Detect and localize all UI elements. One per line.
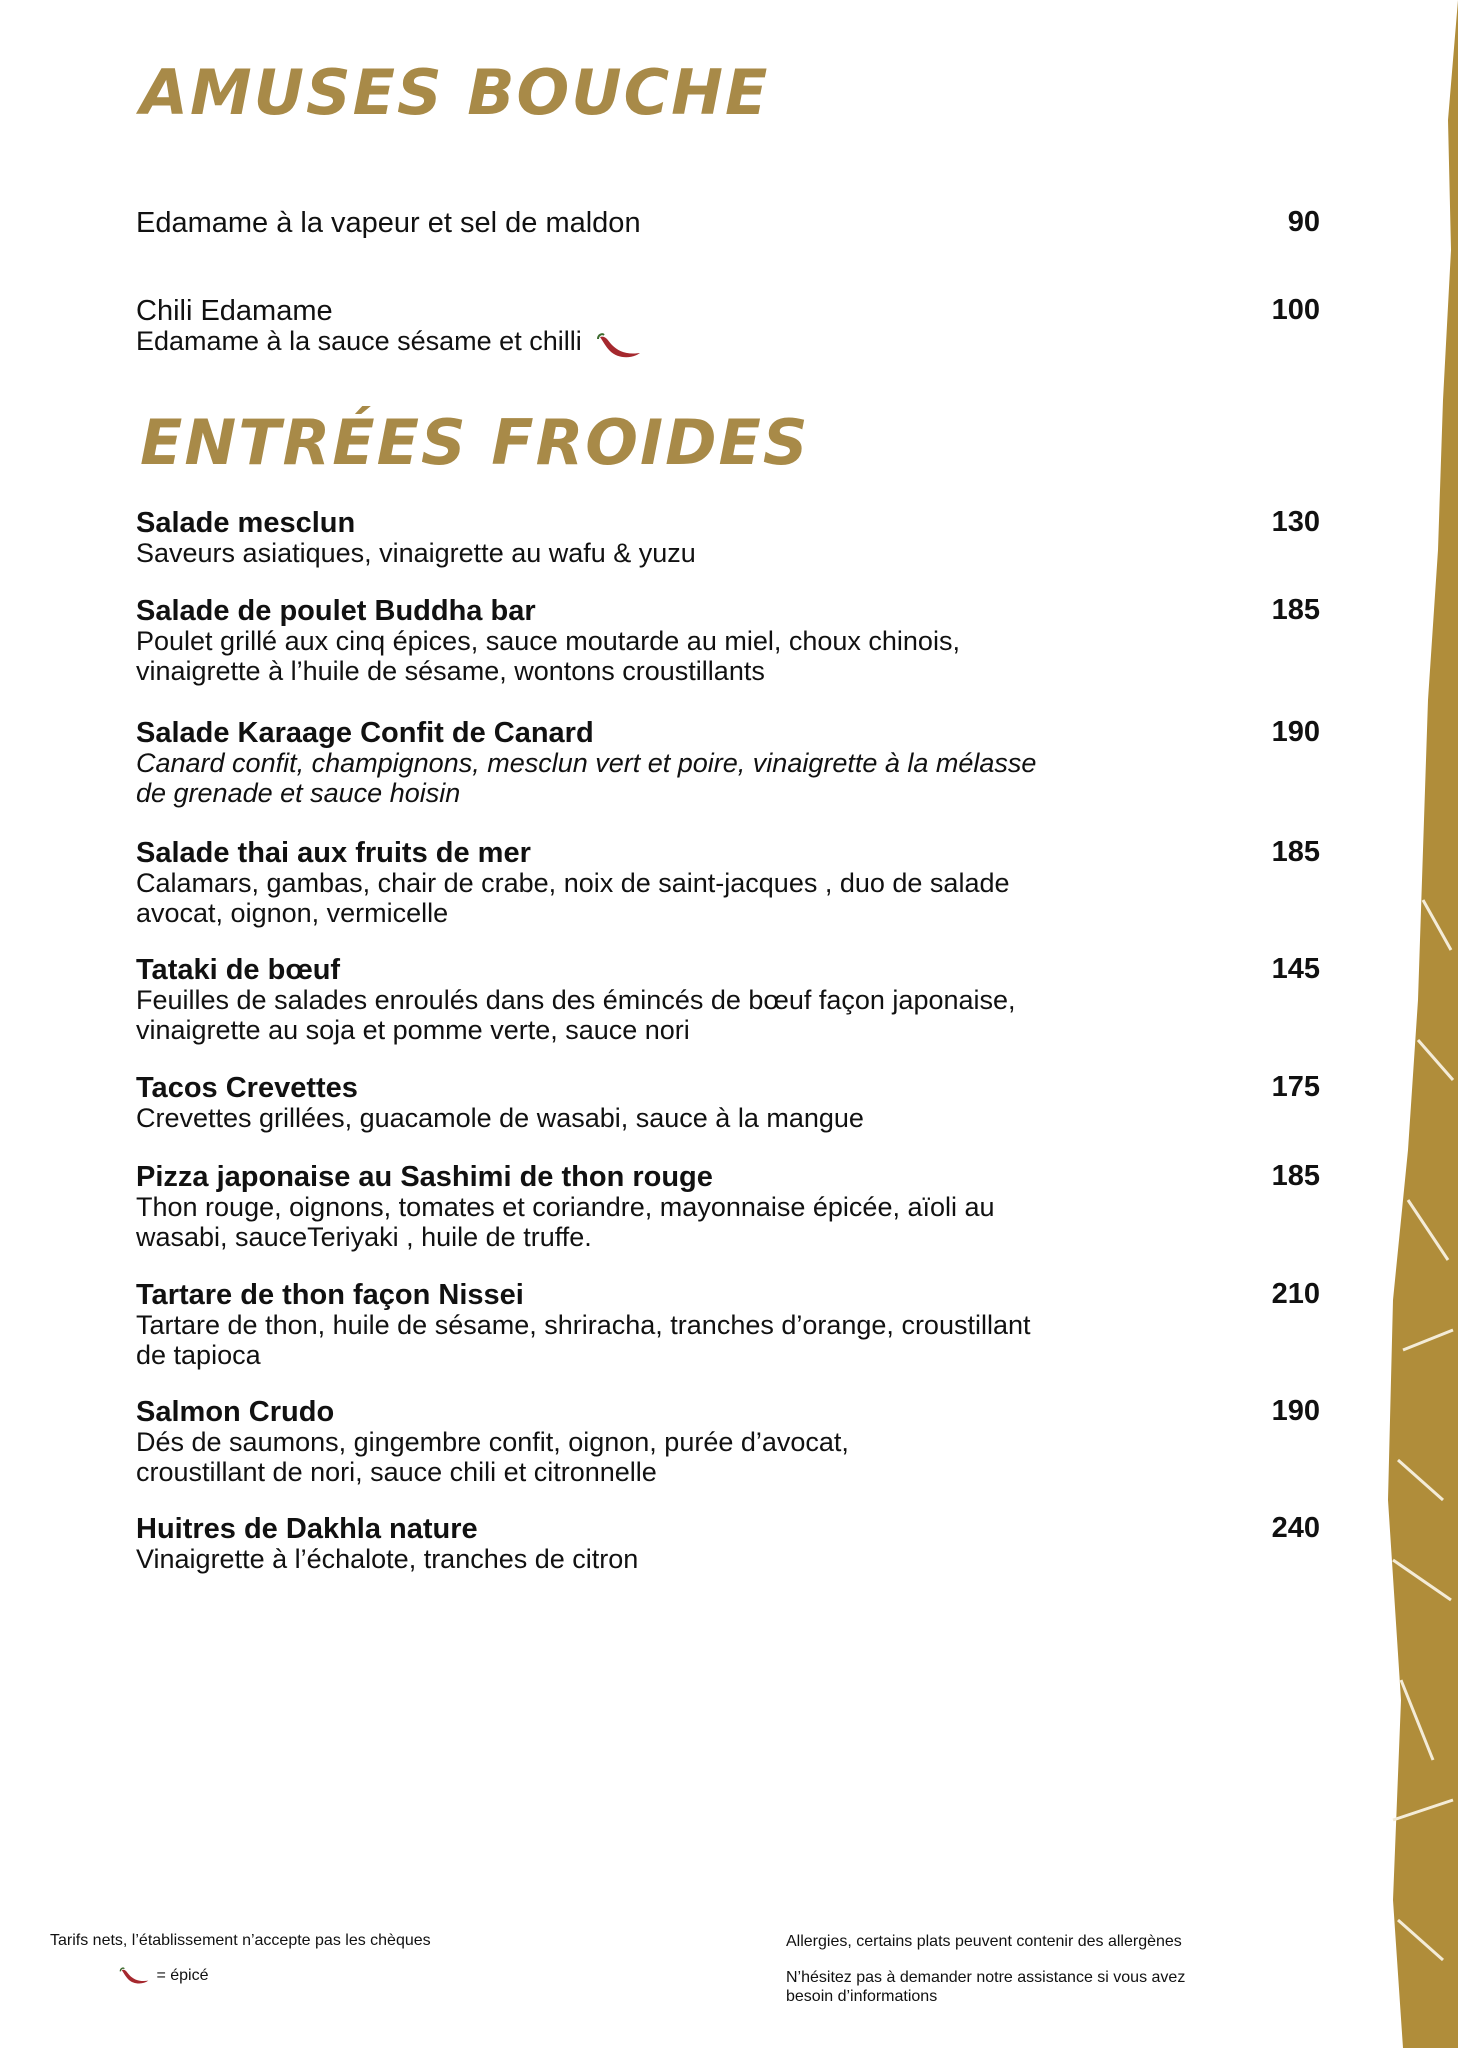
item-name: Edamame à la vapeur et sel de maldon [136,207,641,239]
item-name: Chili Edamame [136,295,333,327]
item-price: 100 [1271,294,1320,326]
item-name: Tartare de thon façon Nissei [136,1279,524,1311]
item-description: Calamars, gambas, chair de crabe, noix de saint-jacques , duo de salade avocat, oignon, vermicelle [136,868,1010,928]
menu-item [136,296,1320,361]
footer-allergy-note: Allergies, certains plats peuvent contenir des allergènes [786,1933,1182,1950]
item-price: 185 [1271,836,1320,868]
menu-item [136,1162,1320,1252]
item-price: 185 [1271,594,1320,626]
item-price: 190 [1271,1395,1320,1427]
menu-item [136,955,1320,1045]
item-name: Pizza japonaise au Sashimi de thon rouge [136,1161,713,1193]
menu-item [136,596,1320,686]
footer-assistance-note: N’hésitez pas à demander notre assistance si vous avez besoin d’informations [786,1969,1186,2005]
item-name: Salade Karaage Confit de Canard [136,717,594,749]
item-name: Salade de poulet Buddha bar [136,595,536,627]
menu-item [136,208,1320,238]
item-name: Salmon Crudo [136,1396,335,1428]
item-price: 130 [1271,506,1320,538]
menu-item [136,718,1320,808]
item-name: Salade mesclun [136,507,356,539]
menu-item [136,1514,1320,1574]
menu-item [136,838,1320,928]
item-description: Dés de saumons, gingembre confit, oignon, purée d’avocat, croustillant de nori, sauce chili et citronnelle [136,1427,849,1487]
chili-pepper-icon [596,331,644,361]
section-title-amuses-bouche: AMUSES BOUCHE [140,56,770,129]
item-description: Saveurs asiatiques, vinaigrette au wafu & yuzu [136,538,696,568]
item-price: 190 [1271,716,1320,748]
item-description: Feuilles de salades enroulés dans des émincés de bœuf façon japonaise, vinaigrette au soja et pomme verte, sauce nori [136,985,1016,1045]
item-description: Vinaigrette à l’échalote, tranches de citron [136,1544,639,1574]
chili-pepper-icon [118,1966,152,1986]
menu-item [136,1397,1320,1487]
item-description: Crevettes grillées, guacamole de wasabi, sauce à la mangue [136,1103,864,1133]
menu-item [136,1073,1320,1133]
item-name: Tataki de bœuf [136,954,341,986]
menu-item [136,1280,1320,1370]
item-name: Huitres de Dakhla nature [136,1513,478,1545]
menu-item [136,508,1320,568]
item-name: Tacos Crevettes [136,1072,358,1104]
item-name: Salade thai aux fruits de mer [136,837,531,869]
item-price: 175 [1271,1071,1320,1103]
item-price: 240 [1271,1512,1320,1544]
footer-spicy-legend [118,1966,209,1986]
spicy-legend-text: = épicé [156,1967,209,1985]
footer-payment-note: Tarifs nets, l’établissement n’accepte pas les chèques [50,1932,431,1949]
item-description: Thon rouge, oignons, tomates et coriandre, mayonnaise épicée, aïoli au wasabi, sauceTeriyaki , huile de truffe. [136,1192,995,1252]
section-title-entrees-froides: ENTRÉES FROIDES [140,406,810,479]
item-description: Tartare de thon, huile de sésame, shriracha, tranches d’orange, croustillant de tapioca [136,1310,1031,1370]
item-description: Edamame à la sauce sésame et chilli [136,326,582,356]
item-price: 185 [1271,1160,1320,1192]
item-price: 90 [1287,206,1320,238]
decorative-gold-border [1363,0,1458,2048]
item-price: 145 [1271,953,1320,985]
item-price: 210 [1271,1278,1320,1310]
item-description: Canard confit, champignons, mesclun vert et poire, vinaigrette à la mélasse de grenade et sauce hoisin [136,748,1037,808]
item-description: Poulet grillé aux cinq épices, sauce moutarde au miel, choux chinois, vinaigrette à l’huile de sésame, wontons croustillants [136,626,960,686]
